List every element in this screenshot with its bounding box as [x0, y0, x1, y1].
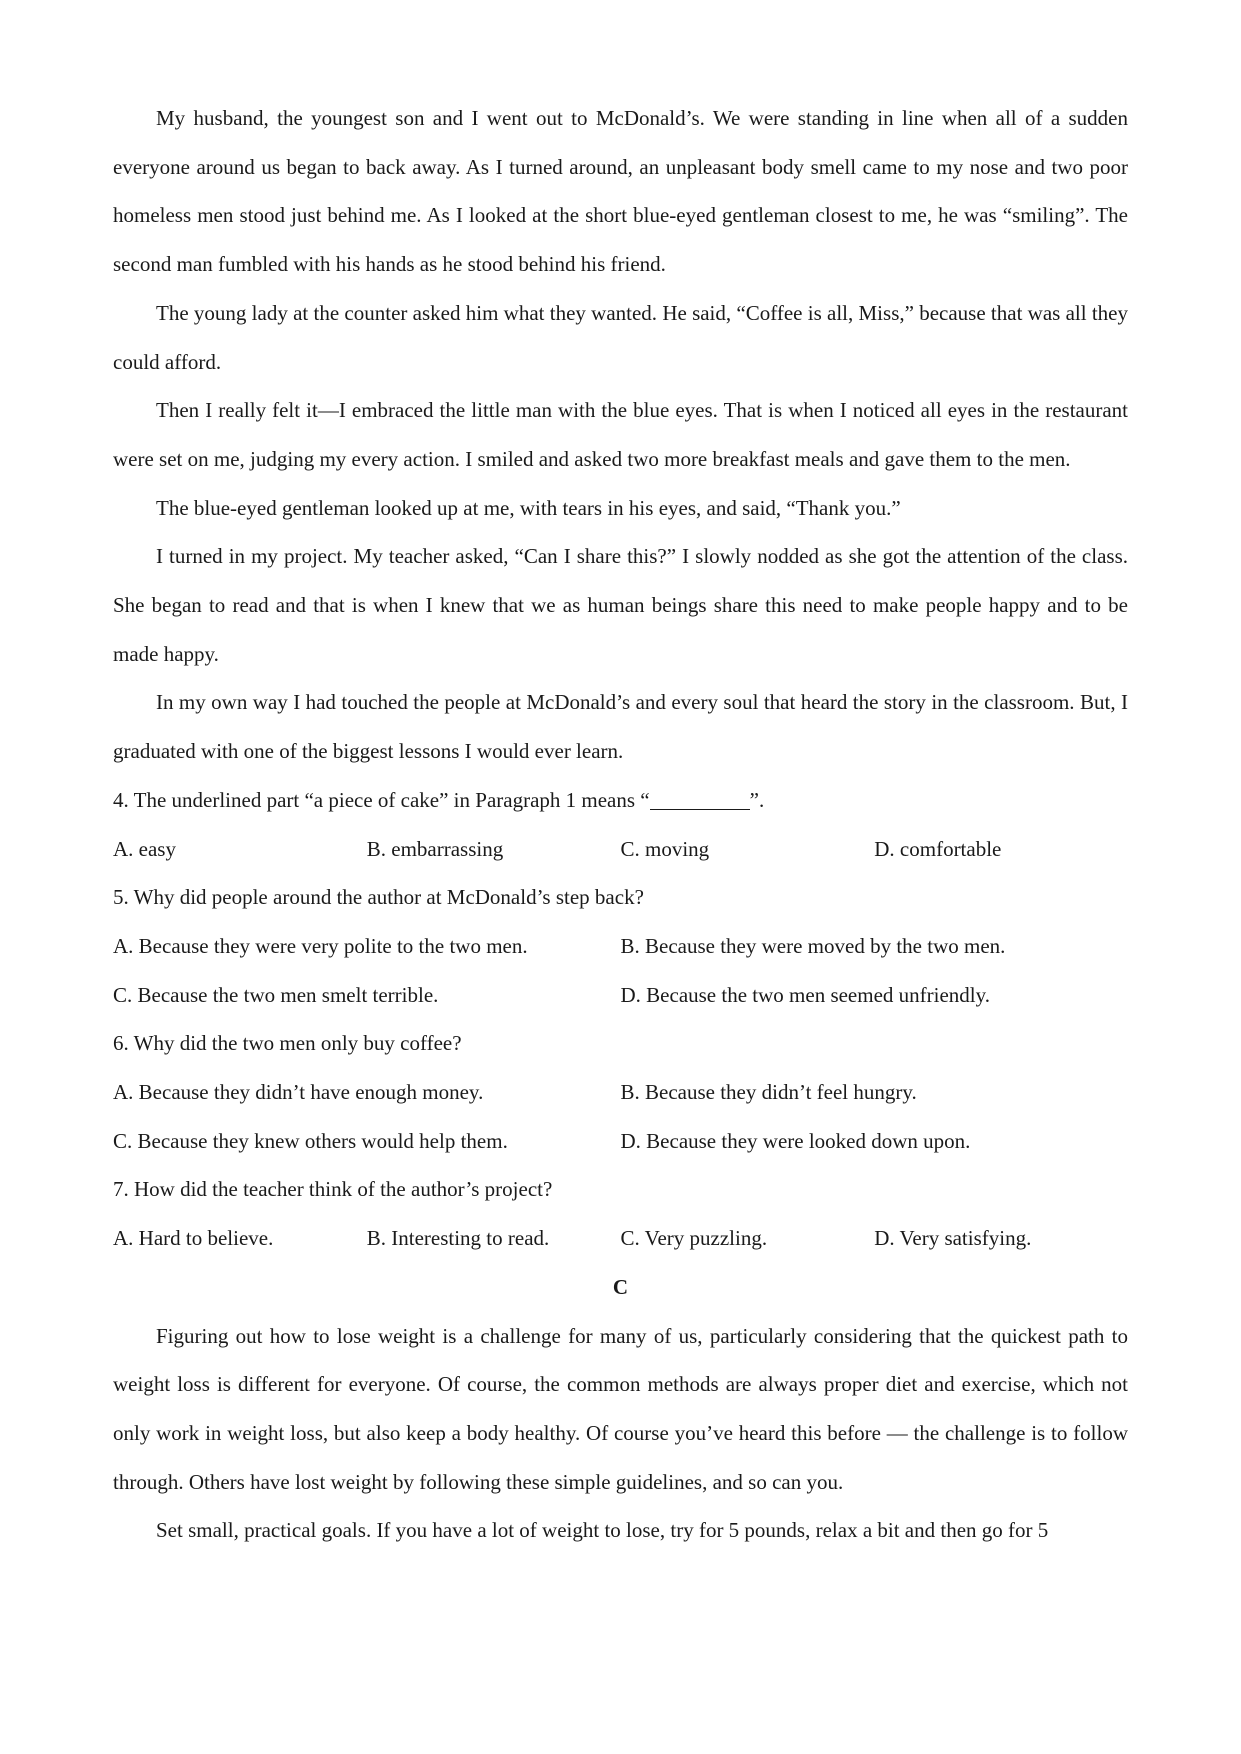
question-6-options-row-1	[113, 1068, 1128, 1117]
question-6-options-row-2	[113, 1117, 1128, 1166]
question-7-options	[113, 1214, 1128, 1263]
question-6-stem: 6. Why did the two men only buy coffee?	[113, 1031, 462, 1056]
option-a: A. Hard to believe.	[113, 1226, 274, 1251]
document-page	[113, 94, 1128, 1555]
passage-b-paragraph-4: The blue-eyed gentleman looked up at me, with tears in his eyes, and said, “Thank you.”	[156, 495, 901, 520]
question-5-stem: 5. Why did people around the author at McDonald’s step back?	[113, 885, 644, 910]
question-5-options-row-1	[113, 922, 1128, 971]
passage-b-paragraph-2: The young lady at the counter asked him what they wanted. He said, “Coffee is all, Miss,” because that was all they could afford.	[113, 300, 1128, 374]
section-c-heading: C	[612, 1274, 629, 1299]
question-5-options-row-2	[113, 971, 1128, 1020]
option-a: A. easy	[113, 836, 176, 861]
question-4-stem	[113, 776, 1128, 825]
option-c: C. Because they knew others would help them.	[113, 1128, 508, 1153]
passage-c-paragraph-1: Figuring out how to lose weight is a challenge for many of us, particularly considering that the quickest path to weight loss is different for everyone. Of course, the common methods are always proper diet and exercise, which not only work in weight loss, but also keep a body healthy. Of course you’ve heard this before — the challenge is to follow through. Others have lost weight by following these simple guidelines, and so can you.	[113, 1323, 1128, 1494]
passage-b-paragraph-1: My husband, the youngest son and I went out to McDonald’s. We were standing in line when all of a sudden everyone around us began to back away. As I turned around, an unpleasant body smell came to my nose and two poor homeless men stood just behind me. As I looked at the short blue-eyed gentleman closest to me, he was “smiling”. The second man fumbled with his hands as he stood behind his friend.	[113, 106, 1128, 277]
option-c: C. Because the two men smelt terrible.	[113, 982, 439, 1007]
option-d: D. Very satisfying.	[874, 1226, 1032, 1251]
option-d: D. Because they were looked down upon.	[620, 1128, 971, 1153]
passage-c-paragraph-2: Set small, practical goals. If you have a lot of weight to lose, try for 5 pounds, relax a bit and then go for 5	[156, 1518, 1049, 1543]
question-4-stem-text: 4. The underlined part “a piece of cake” in Paragraph 1 means “	[113, 787, 650, 812]
option-b: B. embarrassing	[366, 836, 504, 861]
option-a: A. Because they didn’t have enough money.	[113, 1080, 484, 1105]
passage-b-paragraph-3: Then I really felt it—I embraced the little man with the blue eyes. That is when I noticed all eyes in the restaurant were set on me, judging my every action. I smiled and asked two more breakfast meals and gave them to the men.	[113, 398, 1128, 471]
option-c: C. moving	[620, 836, 710, 861]
option-c: C. Very puzzling.	[620, 1226, 768, 1251]
option-b: B. Because they didn’t feel hungry.	[620, 1080, 917, 1105]
option-b: B. Because they were moved by the two men.	[620, 933, 1006, 958]
option-a: A. Because they were very polite to the two men.	[113, 933, 528, 958]
question-7-stem: 7. How did the teacher think of the author’s project?	[113, 1177, 553, 1202]
question-4-stem-end: ”.	[749, 787, 765, 812]
option-b: B. Interesting to read.	[366, 1226, 550, 1251]
answer-blank	[650, 789, 750, 810]
option-d: D. comfortable	[874, 836, 1002, 861]
passage-b-paragraph-6: In my own way I had touched the people at McDonald’s and every soul that heard the story in the classroom. But, I graduated with one of the biggest lessons I would ever learn.	[113, 690, 1128, 764]
option-d: D. Because the two men seemed unfriendly.	[620, 982, 991, 1007]
passage-b-paragraph-5: I turned in my project. My teacher asked, “Can I share this?” I slowly nodded as she got the attention of the class. She began to read and that is when I knew that we as human beings share this need to make people happy and to be made happy.	[113, 544, 1128, 666]
question-4-options	[113, 825, 1128, 874]
